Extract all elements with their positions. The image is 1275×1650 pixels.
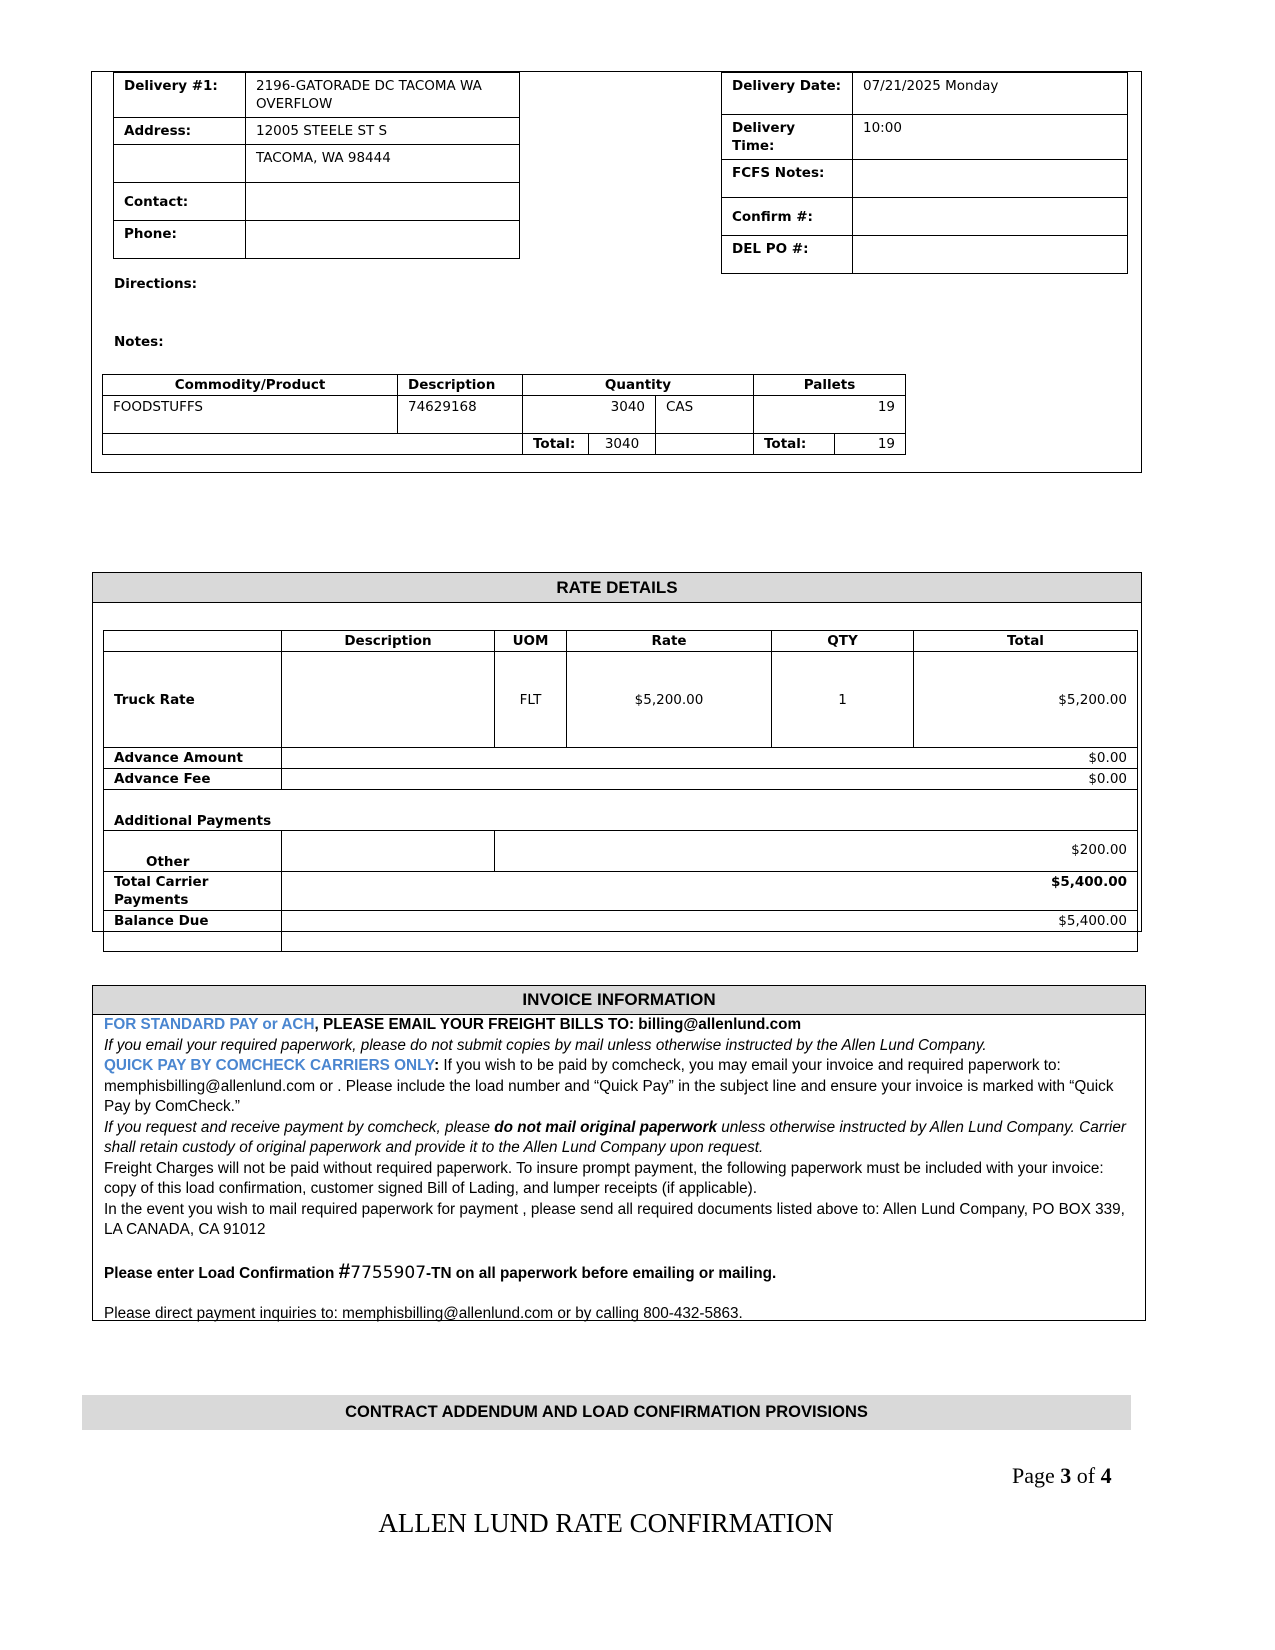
delivery-left-table: [113, 72, 520, 259]
page-number: [1012, 1463, 1112, 1489]
payment-inquiries-line: Please direct payment inquiries to: memphisbilling@allenlund.com or by calling 800-432-5863.: [104, 1305, 743, 1322]
load-confirmation-line: [104, 1259, 1136, 1285]
quick-pay-colon: :: [434, 1057, 440, 1074]
del-po-value: [853, 236, 1128, 274]
other-label: Other: [104, 831, 282, 872]
address-line1: 12005 STEELE ST S: [246, 118, 520, 145]
load-number: 7755907: [350, 1262, 427, 1283]
freight-charges-paragraph: Freight Charges will not be paid without required paperwork. To insure prompt payment, the following paperwork must be included with your invoice: copy of this load confirmation, customer signed Bill of Lading, and lumper receipts (if applicable).: [104, 1159, 1104, 1197]
rate-table: [103, 630, 1138, 952]
page-word: Page: [1012, 1463, 1061, 1488]
load-text-a: Please enter Load Confirmation: [104, 1264, 339, 1282]
directions-label: Directions:: [114, 276, 198, 292]
delivery-right-table: [721, 72, 1128, 274]
confirm-label: Confirm #:: [722, 198, 853, 236]
commodity-table: [102, 374, 906, 455]
quick-pay-heading: QUICK PAY BY COMCHECK CARRIERS ONLY: [104, 1057, 435, 1074]
phone-value: [246, 221, 520, 259]
standard-pay-line: [104, 1015, 1136, 1036]
commodity-description: 74629168: [398, 396, 523, 434]
rate-header-qty: QTY: [772, 631, 914, 652]
email-paperwork-note: If you email your required paperwork, please do not submit copies by mail unless otherwise instructed by the Allen Lund Company.: [104, 1036, 987, 1054]
contact-label: Contact:: [114, 183, 246, 221]
balance-due-value: $5,400.00: [282, 911, 1138, 932]
truck-rate-total: $5,200.00: [914, 652, 1138, 748]
delivery-date-label: Delivery Date:: [722, 73, 853, 115]
other-value: $200.00: [495, 831, 1138, 872]
quantity-total-unit: [656, 434, 754, 455]
truck-rate-uom: FLT: [495, 652, 567, 748]
rate-blank-row-left: [104, 932, 282, 952]
rate-header-description: Description: [282, 631, 495, 652]
load-text-b: -TN on all paperwork before emailing or mailing.: [426, 1264, 777, 1282]
document-title: ALLEN LUND RATE CONFIRMATION: [378, 1508, 834, 1538]
pallets-total-label: Total:: [754, 434, 835, 455]
rate-header-uom: UOM: [495, 631, 567, 652]
contact-value: [246, 183, 520, 221]
other-description: [282, 831, 495, 872]
rate-header-blank: [104, 631, 282, 652]
delivery-time-value: 10:00: [853, 115, 1128, 160]
total-carrier-value: $5,400.00: [282, 872, 1138, 911]
commodity-total-spacer: [103, 434, 523, 455]
additional-payments-label: Additional Payments: [104, 790, 1138, 831]
comcheck-text-c: unless otherwise instructed by Allen Lund Company. Carrier shall retain custody of original paperwork and provide it to the Allen Lund Company upon request.: [104, 1118, 1126, 1156]
rate-blank-row-right: [282, 932, 1138, 952]
truck-rate-qty: 1: [772, 652, 914, 748]
quantity-total-label: Total:: [523, 434, 589, 455]
commodity-header: Commodity/Product: [103, 375, 398, 396]
commodity-quantity: 3040: [523, 396, 656, 434]
description-header: Description: [398, 375, 523, 396]
fcfs-notes-value: [853, 160, 1128, 198]
quick-pay-paragraph: [104, 1056, 1136, 1118]
delivery-date-value: 07/21/2025 Monday: [853, 73, 1128, 115]
balance-due-label: Balance Due: [104, 911, 282, 932]
page-total: 4: [1100, 1463, 1112, 1488]
rate-header-rate: Rate: [567, 631, 772, 652]
advance-amount-label: Advance Amount: [104, 748, 282, 769]
address-label: Address:: [114, 118, 246, 145]
confirm-value: [853, 198, 1128, 236]
invoice-title: INVOICE INFORMATION: [93, 986, 1145, 1015]
pallets-total-value: 19: [835, 434, 906, 455]
standard-pay-email: , PLEASE EMAIL YOUR FREIGHT BILLS TO: billing@allenlund.com: [314, 1016, 802, 1033]
fcfs-notes-label: FCFS Notes:: [722, 160, 853, 198]
pallets-header: Pallets: [754, 375, 906, 396]
rate-details-title: RATE DETAILS: [93, 573, 1141, 603]
page-of-word: of: [1071, 1463, 1101, 1488]
comcheck-paragraph: [104, 1118, 1136, 1159]
standard-pay-heading: FOR STANDARD PAY or ACH: [104, 1016, 315, 1033]
address-empty-label: [114, 145, 246, 183]
del-po-label: DEL PO #:: [722, 236, 853, 274]
mail-paperwork-paragraph: In the event you wish to mail required paperwork for payment , please send all required documents listed above to: Allen Lund Company, PO BOX 339, LA CANADA, CA 91012: [104, 1200, 1125, 1238]
load-hash: #: [338, 1259, 351, 1283]
advance-fee-label: Advance Fee: [104, 769, 282, 790]
phone-label: Phone:: [114, 221, 246, 259]
quick-pay-text: If you wish to be paid by comcheck, you may email your invoice and required paperwork to: memphisbilling@allenlund.com or . Please include the load number and “Quick Pay” in the subject line and ensure your invoice is marked with “Quick Pay by ComCheck.”: [104, 1057, 1114, 1115]
comcheck-emphasis: do not mail original paperwork: [494, 1118, 717, 1136]
delivery-time-label: Delivery Time:: [722, 115, 853, 160]
quantity-total-value: 3040: [589, 434, 656, 455]
truck-rate-rate: $5,200.00: [567, 652, 772, 748]
notes-label: Notes:: [114, 334, 164, 350]
commodity-unit: CAS: [656, 396, 754, 434]
truck-rate-label: Truck Rate: [104, 652, 282, 748]
comcheck-text-a: If you request and receive payment by comcheck, please: [104, 1118, 495, 1136]
quantity-header: Quantity: [523, 375, 754, 396]
rate-header-total: Total: [914, 631, 1138, 652]
contract-addendum-title: CONTRACT ADDENDUM AND LOAD CONFIRMATION PROVISIONS: [345, 1403, 868, 1421]
page-current: 3: [1060, 1463, 1072, 1488]
commodity-pallets: 19: [754, 396, 906, 434]
delivery-number-value: 2196-GATORADE DC TACOMA WA OVERFLOW: [246, 73, 520, 118]
commodity-product: FOODSTUFFS: [103, 396, 398, 434]
total-carrier-label: Total Carrier Payments: [104, 872, 282, 911]
truck-rate-description: [282, 652, 495, 748]
delivery-number-label: Delivery #1:: [114, 73, 246, 118]
address-line2: TACOMA, WA 98444: [246, 145, 520, 183]
invoice-body: [104, 1015, 1136, 1325]
advance-fee-value: $0.00: [282, 769, 1138, 790]
advance-amount-value: $0.00: [282, 748, 1138, 769]
